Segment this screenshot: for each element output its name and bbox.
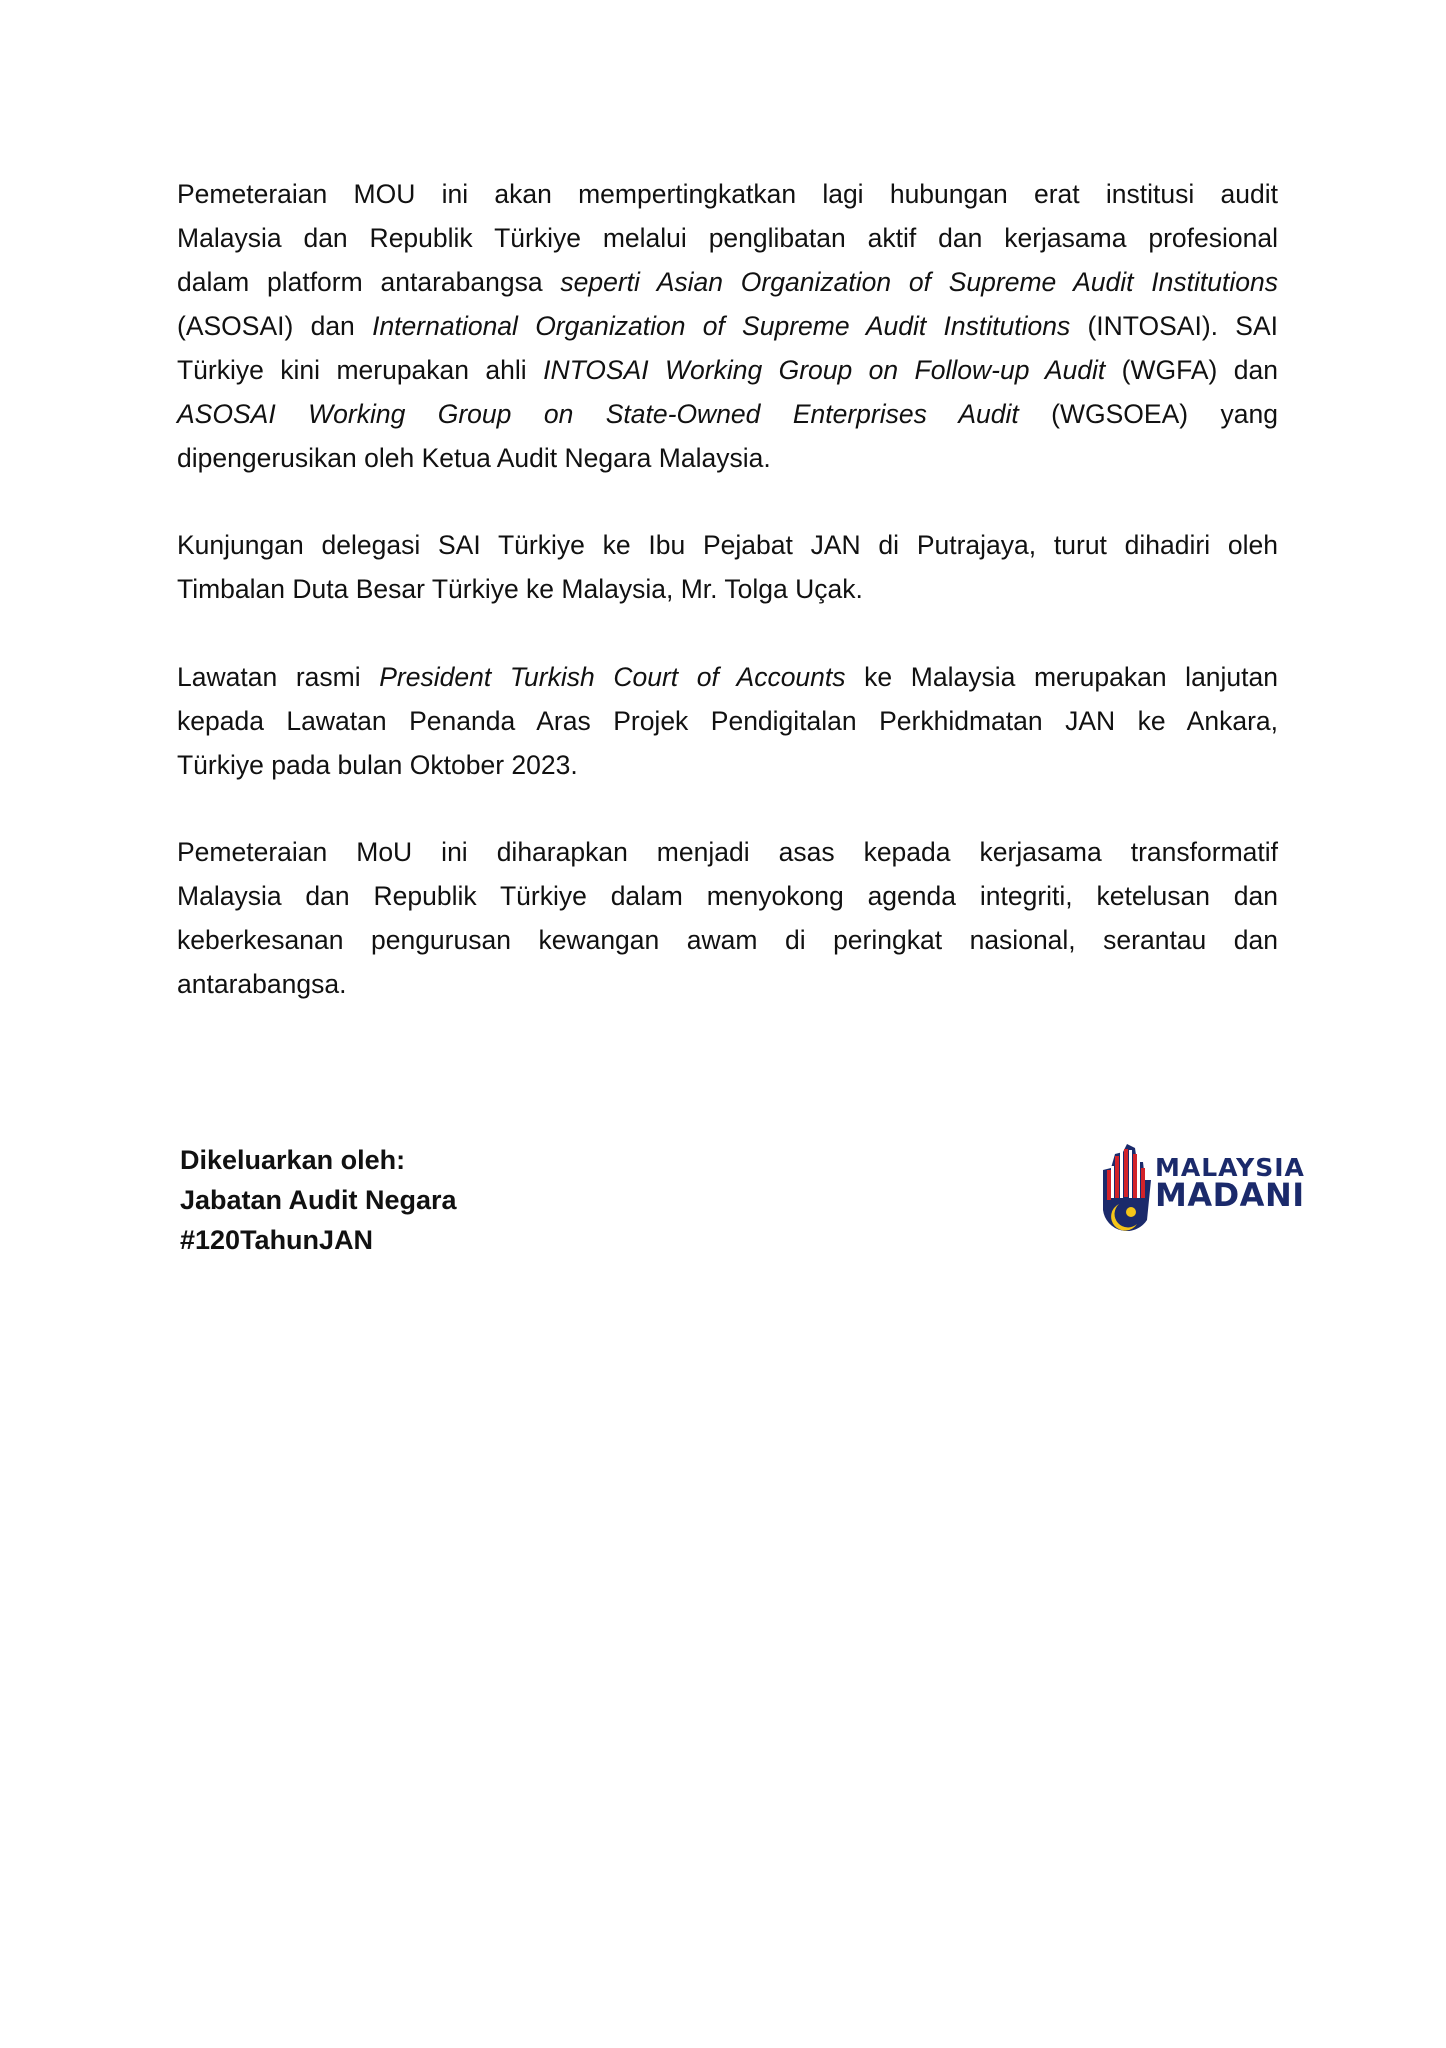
text-segment: Lawatan rasmi [177,662,361,692]
text-segment: Timbalan Duta Besar Türkiye ke Malaysia, Mr. Tolga Uçak. [177,574,863,604]
text-segment: ke Malaysia merupakan lanjutan [864,662,1279,692]
paragraph-mou-overview [177,172,1278,480]
italic-text: INTOSAI Working Group on Follow-up Audit [543,355,1106,385]
italic-text: International Organization of Supreme Audit Institutions [372,311,1071,341]
text-segment: Malaysia dan Republik Türkiye melalui penglibatan aktif dan kerjasama profesional [177,223,1278,253]
text-line [177,260,1278,304]
madani-hand-icon [1097,1140,1155,1235]
text-segment: Türkiye pada bulan Oktober 2023. [177,750,578,780]
text-segment: Türkiye kini merupakan ahli [177,355,527,385]
text-line [177,304,1278,348]
text-segment: Pemeteraian MoU ini diharapkan menjadi asas kepada kerjasama transformatif [177,837,1278,867]
italic-text: seperti Asian Organization of Supreme Audit Institutions [560,267,1278,297]
text-segment: Kunjungan delegasi SAI Türkiye ke Ibu Pejabat JAN di Putrajaya, turut dihadiri oleh [177,530,1278,560]
text-segment: kepada Lawatan Penanda Aras Projek Pendigitalan Perkhidmatan JAN ke Ankara, [177,706,1278,736]
text-line [177,172,1278,216]
text-segment: (INTOSAI). SAI [1087,311,1278,341]
hashtag: #120TahunJAN [180,1225,374,1255]
text-line [177,567,1278,611]
text-line [177,743,1278,787]
malaysia-madani-logo [1097,1140,1327,1235]
text-segment: antarabangsa. [177,969,347,999]
text-line [177,216,1278,260]
text-line [177,523,1278,567]
text-line [177,918,1278,962]
text-segment: dipengerusikan oleh Ketua Audit Negara Malaysia. [177,443,771,473]
issued-by-label: Dikeluarkan oleh: [180,1145,406,1175]
text-segment: (ASOSAI) dan [177,311,355,341]
text-segment: keberkesanan pengurusan kewangan awam di peringkat nasional, serantau dan [177,925,1278,955]
text-segment: Pemeteraian MOU ini akan mempertingkatkan lagi hubungan erat institusi audit [177,179,1278,209]
italic-text: ASOSAI Working Group on State-Owned Enterprises Audit [177,399,1019,429]
logo-line1: MALAYSIA [1155,1153,1305,1182]
text-line [177,436,1278,480]
logo-line2: MADANI [1155,1175,1305,1214]
text-line [177,655,1278,699]
text-line [177,962,1278,1006]
signature-block [180,1140,457,1260]
text-line [177,699,1278,743]
text-segment: Malaysia dan Republik Türkiye dalam menyokong agenda integriti, ketelusan dan [177,881,1278,911]
paragraph-delegation-visit [177,523,1278,611]
text-segment: (WGSOEA) yang [1051,399,1278,429]
text-line [177,874,1278,918]
text-line [177,392,1278,436]
italic-text: President Turkish Court of Accounts [379,662,846,692]
text-line [177,348,1278,392]
text-segment: dalam platform antarabangsa [177,267,543,297]
logo-wordmark [1155,1153,1305,1214]
text-line [177,830,1278,874]
paragraph-mou-expectation [177,830,1278,1006]
text-segment: (WGFA) dan [1121,355,1278,385]
issuing-organization: Jabatan Audit Negara [180,1185,457,1215]
paragraph-official-visit [177,655,1278,787]
